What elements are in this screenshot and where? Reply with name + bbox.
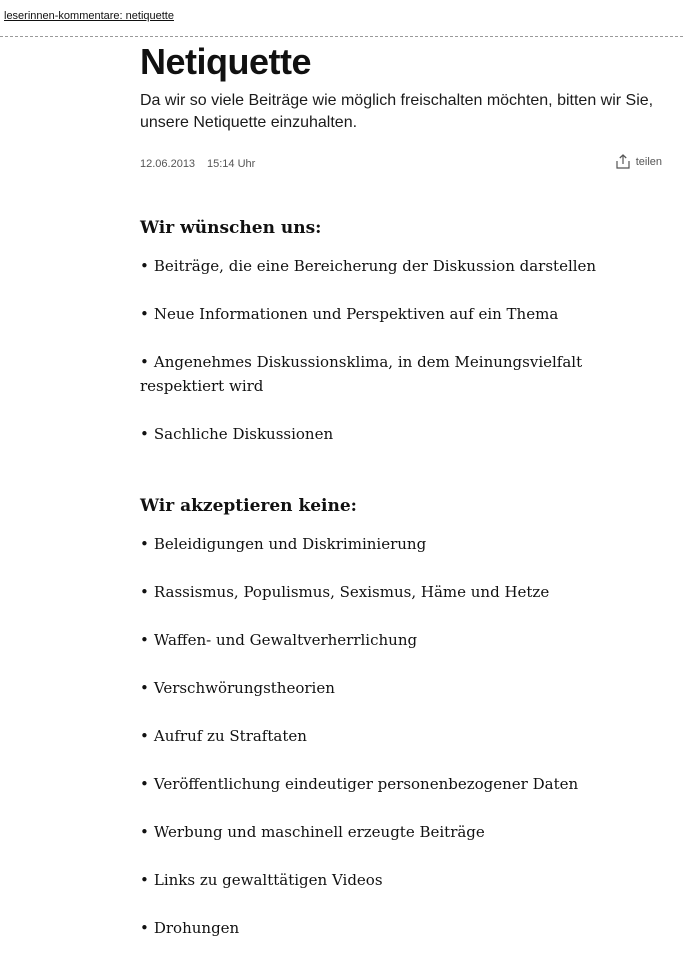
list-item-text: Veröffentlichung eindeutiger personenbezogener Daten [153, 775, 579, 793]
article [140, 40, 662, 940]
list-item-text: Werbung und maschinell erzeugte Beiträge [153, 823, 485, 841]
list-item [140, 772, 662, 796]
article-meta [140, 154, 662, 174]
bullet: • [140, 823, 149, 841]
breadcrumb-link[interactable]: leserinnen-kommentare: netiquette [4, 10, 174, 22]
bullet: • [140, 727, 149, 745]
page-title: Netiquette [140, 41, 312, 82]
list-item [140, 724, 662, 748]
list-item [140, 422, 662, 446]
list-item-text: Neue Informationen und Perspektiven auf ein Thema [153, 305, 559, 323]
list-item-text: Links zu gewalttätigen Videos [153, 871, 383, 889]
welcome-section [140, 216, 662, 446]
bullet: • [140, 631, 149, 649]
list-item-text: Waffen- und Gewaltverherrlichung [153, 631, 418, 649]
list-item [140, 532, 662, 556]
share-button[interactable] [616, 154, 662, 169]
list-item-text: Beiträge, die eine Bereicherung der Diskussion darstellen [153, 257, 597, 275]
bullet: • [140, 583, 149, 601]
bullet: • [140, 871, 149, 889]
list-item-text: Verschwörungstheorien [153, 679, 335, 697]
list-item-text: Sachliche Diskussionen [153, 425, 334, 443]
publish-date: 12.06.2013 [140, 158, 196, 170]
bullet: • [140, 425, 149, 443]
bullet: • [140, 305, 149, 323]
list-item [140, 350, 662, 398]
reject-list [140, 532, 662, 940]
list-item [140, 676, 662, 700]
top-bar [0, 0, 683, 37]
list-item-text: Beleidigungen und Diskriminierung [153, 535, 427, 553]
welcome-heading: Wir wünschen uns: [140, 218, 322, 238]
list-item [140, 628, 662, 652]
list-item [140, 254, 662, 278]
publish-time: 15:14 Uhr [207, 158, 256, 170]
list-item-text: Angenehmes Diskussionsklima, in dem Meinungsvielfalt respektiert wird [140, 353, 583, 395]
bullet: • [140, 919, 149, 937]
list-item [140, 916, 662, 940]
list-item [140, 820, 662, 844]
bullet: • [140, 775, 149, 793]
list-item [140, 868, 662, 892]
bullet: • [140, 257, 149, 275]
reject-heading: Wir akzeptieren keine: [140, 496, 357, 516]
bullet: • [140, 535, 149, 553]
list-item-text: Aufruf zu Straftaten [153, 727, 307, 745]
share-label: teilen [635, 155, 662, 168]
bullet: • [140, 353, 149, 371]
reject-section [140, 494, 662, 940]
list-item-text: Drohungen [153, 919, 240, 937]
article-intro: Da wir so viele Beiträge wie möglich freischalten möchten, bitten wir Sie, unsere Netiquette einzuhalten. [140, 92, 654, 131]
welcome-list [140, 254, 662, 446]
list-item-text: Rassismus, Populismus, Sexismus, Häme und Hetze [153, 583, 550, 601]
bullet: • [140, 679, 149, 697]
list-item [140, 302, 662, 326]
share-icon [616, 154, 630, 169]
list-item [140, 580, 662, 604]
